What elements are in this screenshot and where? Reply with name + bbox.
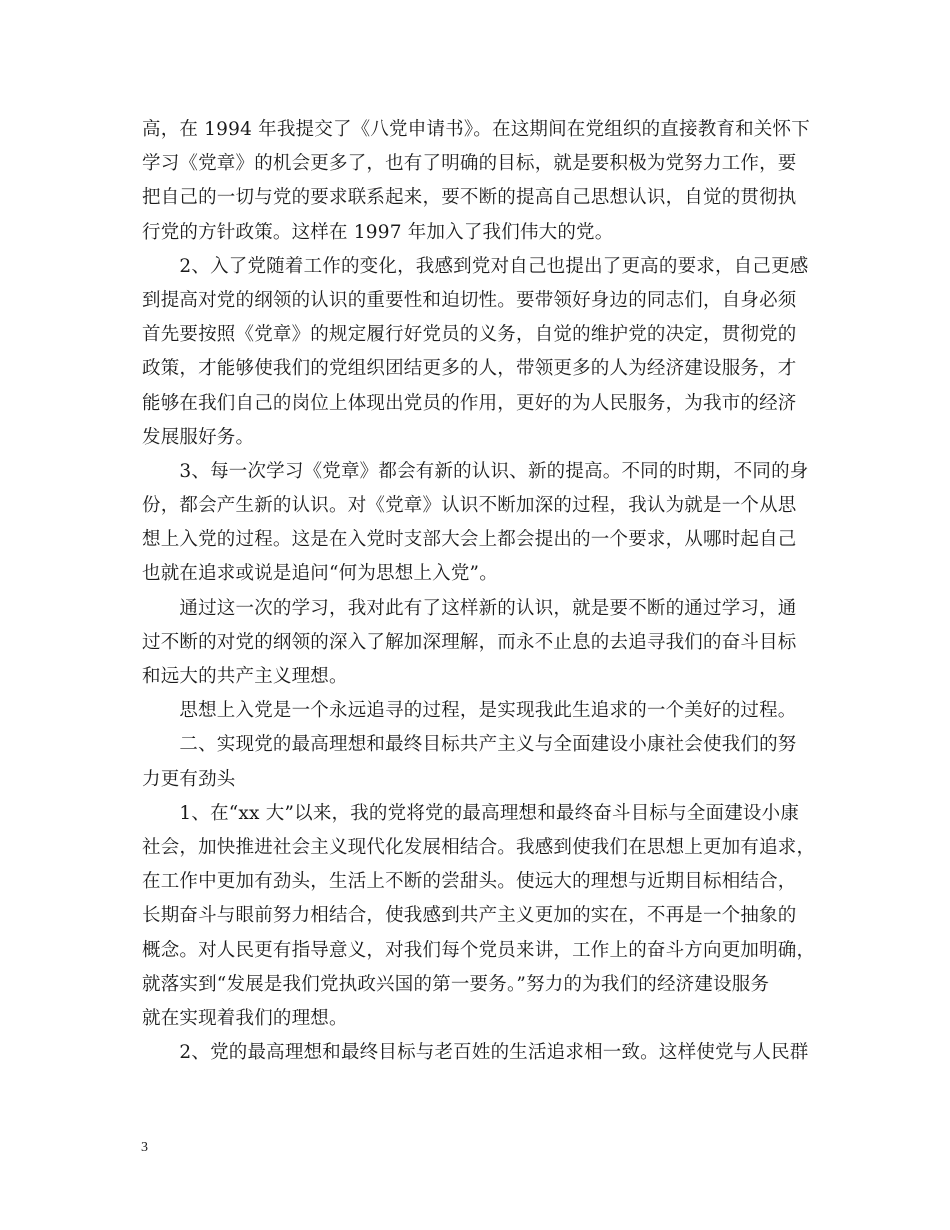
text-line: 学习《党章》的机会更多了，也有了明确的目标，就是要积极为党努力工作，要 xyxy=(142,153,797,175)
text-line: 高，在 1994 年我提交了《八党申请书》。在这期间在党组织的直接教育和关怀下 xyxy=(142,119,810,140)
text-line: 就落实到“发展是我们党执政兴国的第一要务。”努力的为我们的经济建设服务 xyxy=(142,973,770,995)
text-line: 长期奋斗与眼前努力相结合，使我感到共产主义更加的实在，不再是一个抽象的 xyxy=(142,905,797,927)
text-line: 到提高对党的纲领的认识的重要性和迫切性。要带领好身边的同志们，自身必须 xyxy=(142,289,797,311)
text-line: 就在实现着我们的理想。 xyxy=(142,1007,348,1029)
text-line: 力更有劲头 xyxy=(142,768,236,790)
text-line: 行党的方针政策。这样在 1997 年加入了我们伟大的党。 xyxy=(142,221,614,243)
text-line: 社会，加快推进社会主义现代化发展相结合。我感到使我们在思想上更加有追求， xyxy=(142,836,816,858)
text-line: 发展服好务。 xyxy=(142,426,255,448)
text-line: 政策，才能够使我们的党组织团结更多的人，带领更多的人为经济建设服务，才 xyxy=(142,358,797,380)
text-line: 2、党的最高理想和最终目标与老百姓的生活追求相一致。这样使党与人民群 xyxy=(142,1042,809,1064)
text-line: 和远大的共产主义理想。 xyxy=(142,666,348,687)
text-line: 把自己的一切与党的要求联系起来，要不断的提高自己思想认识，自觉的贯彻执 xyxy=(142,187,797,209)
page-number: 3 xyxy=(141,1140,148,1155)
text-line: 过不断的对党的纲领的深入了解加深理解，而永不止息的去追寻我们的奋斗目标 xyxy=(142,631,797,653)
text-line: 1、在“xx 大”以来，我的党将党的最高理想和最终奋斗目标与全面建设小康 xyxy=(142,802,800,824)
text-line: 通过这一次的学习，我对此有了这样新的认识，就是要不断的通过学习，通 xyxy=(142,597,797,619)
document-body xyxy=(142,113,832,1070)
text-line: 首先要按照《党章》的规定履行好党员的义务，自觉的维护党的决定，贯彻党的 xyxy=(142,324,797,346)
text-line: 3、每一次学习《党章》都会有新的认识、新的提高。不同的时期，不同的身 xyxy=(142,460,809,482)
text-line: 二、实现党的最高理想和最终目标共产主义与全面建设小康社会使我们的努 xyxy=(142,734,797,756)
text-line: 能够在我们自己的岗位上体现出党员的作用，更好的为人民服务，为我市的经济 xyxy=(142,392,797,414)
text-line: 也就在追求或说是追问“何为思想上入党”。 xyxy=(142,563,498,585)
text-line: 思想上入党是一个永远追寻的过程，是实现我此生追求的一个美好的过程。 xyxy=(142,700,797,722)
text-line: 份，都会产生新的认识。对《党章》认识不断加深的过程，我认为就是一个从思 xyxy=(142,495,797,517)
text-line: 想上入党的过程。这是在入党时支部大会上都会提出的一个要求，从哪时起自己 xyxy=(142,529,797,551)
text-line: 概念。对人民更有指导意义，对我们每个党员来讲，工作上的奋斗方向更加明确， xyxy=(142,939,816,961)
text-line: 在工作中更加有劲头，生活上不断的尝甜头。使远大的理想与近期目标相结合， xyxy=(142,871,797,893)
text-line: 2、入了党随着工作的变化，我感到党对自己也提出了更高的要求，自己更感 xyxy=(142,255,809,277)
